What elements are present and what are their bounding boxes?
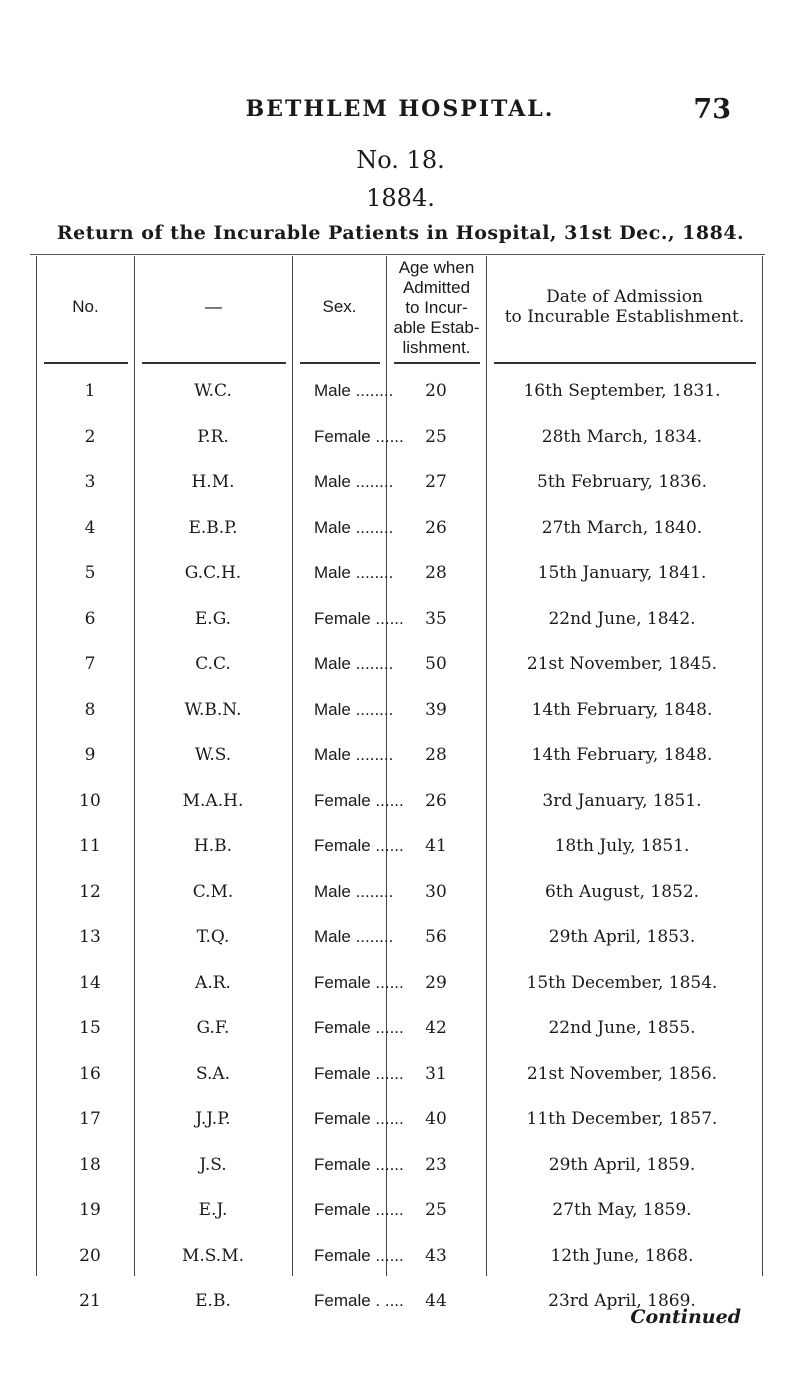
header-age-line: Admitted xyxy=(402,278,471,297)
cell-sex: Female ...... xyxy=(314,427,404,446)
cell-initials: T.Q. xyxy=(196,927,230,947)
cell-date: 22nd June, 1855. xyxy=(548,1018,696,1038)
cell-date: 21st November, 1856. xyxy=(526,1064,718,1084)
cell-date: 27th March, 1840. xyxy=(541,518,703,538)
cell-sex: Male ........ xyxy=(314,882,394,901)
cell-sex: Male ........ xyxy=(314,654,394,673)
cell-initials: E.B. xyxy=(195,1291,231,1311)
header-rule xyxy=(44,362,128,364)
cell-age: 31 xyxy=(425,1064,447,1084)
cell-age: 50 xyxy=(425,654,447,674)
header-age-line: Age when xyxy=(398,258,475,277)
document-heading: Return of the Incurable Patients in Hospital, 31st Dec., 1884. xyxy=(56,222,745,244)
header-date xyxy=(487,287,762,327)
cell-no: 15 xyxy=(79,1018,101,1038)
cell-date: 11th December, 1857. xyxy=(526,1109,718,1129)
cell-age: 25 xyxy=(425,1200,447,1220)
cell-age: 26 xyxy=(425,791,447,811)
cell-no: 10 xyxy=(79,791,101,811)
cell-date: 18th July, 1851. xyxy=(554,836,690,856)
cell-date: 23rd April, 1869. xyxy=(548,1291,696,1311)
cell-date: 15th January, 1841. xyxy=(537,563,707,583)
cell-date: 3rd January, 1851. xyxy=(542,791,702,811)
cell-no: 6 xyxy=(84,609,96,629)
cell-sex: Female ...... xyxy=(314,1246,404,1265)
cell-age: 43 xyxy=(425,1246,447,1266)
cell-initials: W.C. xyxy=(194,381,232,401)
cell-no: 16 xyxy=(79,1064,101,1084)
cell-sex: Female ...... xyxy=(314,791,404,810)
cell-age: 35 xyxy=(425,609,447,629)
header-initials: — xyxy=(205,297,222,316)
cell-date: 14th February, 1848. xyxy=(531,700,713,720)
cell-date: 27th May, 1859. xyxy=(552,1200,692,1220)
cell-age: 28 xyxy=(425,563,447,583)
top-rule xyxy=(30,254,765,255)
column-divider xyxy=(762,256,763,1276)
cell-no: 19 xyxy=(79,1200,101,1220)
cell-age: 23 xyxy=(425,1155,447,1175)
header-no: No. xyxy=(72,297,99,316)
cell-initials: J.S. xyxy=(199,1155,227,1175)
cell-sex: Female ...... xyxy=(314,1018,404,1037)
cell-sex: Female ...... xyxy=(314,1064,404,1083)
cell-age: 56 xyxy=(425,927,447,947)
cell-date: 15th December, 1854. xyxy=(526,973,718,993)
cell-age: 39 xyxy=(425,700,447,720)
document-year: 1884. xyxy=(366,184,435,212)
cell-no: 2 xyxy=(84,427,96,447)
cell-sex: Female ...... xyxy=(314,836,404,855)
cell-no: 9 xyxy=(84,745,96,765)
cell-age: 27 xyxy=(425,472,447,492)
cell-date: 29th April, 1853. xyxy=(548,927,696,947)
header-date-line: to Incurable Establishment. xyxy=(504,307,745,327)
cell-initials: W.B.N. xyxy=(184,700,242,720)
header-sex: Sex. xyxy=(322,297,357,316)
cell-sex: Male ........ xyxy=(314,381,394,400)
cell-initials: C.C. xyxy=(195,654,231,674)
cell-age: 28 xyxy=(425,745,447,765)
cell-no: 14 xyxy=(79,973,101,993)
cell-date: 22nd June, 1842. xyxy=(548,609,696,629)
header-age xyxy=(387,258,486,358)
cell-age: 44 xyxy=(425,1291,447,1311)
header-rule xyxy=(142,362,286,364)
column-divider xyxy=(292,256,293,1276)
cell-initials: P.R. xyxy=(197,427,229,447)
cell-no: 1 xyxy=(84,381,96,401)
cell-no: 4 xyxy=(84,518,96,538)
cell-initials: G.C.H. xyxy=(184,563,242,583)
header-age-line: able Estab- xyxy=(393,318,480,337)
cell-sex: Female ...... xyxy=(314,973,404,992)
header-rule xyxy=(394,362,480,364)
cell-sex: Female . .... xyxy=(314,1291,404,1310)
cell-date: 16th September, 1831. xyxy=(523,381,721,401)
running-title: BETHLEM HOSPITAL. xyxy=(245,96,555,122)
cell-initials: H.B. xyxy=(193,836,233,856)
cell-age: 42 xyxy=(425,1018,447,1038)
cell-no: 5 xyxy=(84,563,96,583)
cell-sex: Female ...... xyxy=(314,1200,404,1219)
cell-date: 12th June, 1868. xyxy=(550,1246,694,1266)
cell-initials: A.R. xyxy=(195,973,231,993)
cell-age: 26 xyxy=(425,518,447,538)
document-number: No. 18. xyxy=(356,146,445,174)
cell-sex: Male ........ xyxy=(314,472,394,491)
cell-age: 20 xyxy=(425,381,447,401)
cell-no: 13 xyxy=(79,927,101,947)
column-divider xyxy=(36,256,37,1276)
header-age-line: lishment. xyxy=(402,338,471,357)
cell-initials: G.F. xyxy=(196,1018,230,1038)
header-date-line: Date of Admission xyxy=(546,287,703,307)
cell-initials: E.J. xyxy=(198,1200,228,1220)
cell-no: 17 xyxy=(79,1109,101,1129)
cell-age: 29 xyxy=(425,973,447,993)
cell-sex: Male ........ xyxy=(314,745,394,764)
cell-no: 18 xyxy=(79,1155,101,1175)
cell-sex: Female ...... xyxy=(314,609,404,628)
cell-sex: Male ........ xyxy=(314,700,394,719)
cell-initials: W.S. xyxy=(194,745,232,765)
page-number: 73 xyxy=(693,94,731,125)
cell-age: 40 xyxy=(425,1109,447,1129)
cell-initials: C.M. xyxy=(192,882,234,902)
cell-age: 41 xyxy=(425,836,447,856)
running-head xyxy=(0,96,801,126)
cell-no: 7 xyxy=(84,654,96,674)
cell-no: 20 xyxy=(79,1246,101,1266)
cell-no: 21 xyxy=(79,1291,101,1311)
cell-age: 30 xyxy=(425,882,447,902)
cell-initials: E.B.P. xyxy=(188,518,238,538)
cell-date: 14th February, 1848. xyxy=(531,745,713,765)
continued-note: Continued xyxy=(630,1306,741,1328)
cell-initials: M.S.M. xyxy=(181,1246,245,1266)
cell-initials: S.A. xyxy=(195,1064,231,1084)
cell-initials: M.A.H. xyxy=(182,791,244,811)
cell-sex: Male ........ xyxy=(314,563,394,582)
header-rule xyxy=(494,362,756,364)
cell-date: 21st November, 1845. xyxy=(526,654,718,674)
cell-no: 3 xyxy=(84,472,96,492)
header-rule xyxy=(300,362,380,364)
cell-initials: H.M. xyxy=(191,472,235,492)
cell-age: 25 xyxy=(425,427,447,447)
cell-date: 6th August, 1852. xyxy=(544,882,700,902)
cell-no: 12 xyxy=(79,882,101,902)
header-age-line: to Incur- xyxy=(405,298,468,317)
cell-initials: E.G. xyxy=(194,609,232,629)
cell-date: 5th February, 1836. xyxy=(537,472,707,492)
cell-no: 11 xyxy=(79,836,101,856)
cell-sex: Male ........ xyxy=(314,927,394,946)
cell-sex: Male ........ xyxy=(314,518,394,537)
cell-date: 29th April, 1859. xyxy=(548,1155,696,1175)
cell-initials: J.J.P. xyxy=(195,1109,231,1129)
cell-date: 28th March, 1834. xyxy=(541,427,703,447)
cell-sex: Female ...... xyxy=(314,1109,404,1128)
cell-sex: Female ...... xyxy=(314,1155,404,1174)
cell-no: 8 xyxy=(84,700,96,720)
